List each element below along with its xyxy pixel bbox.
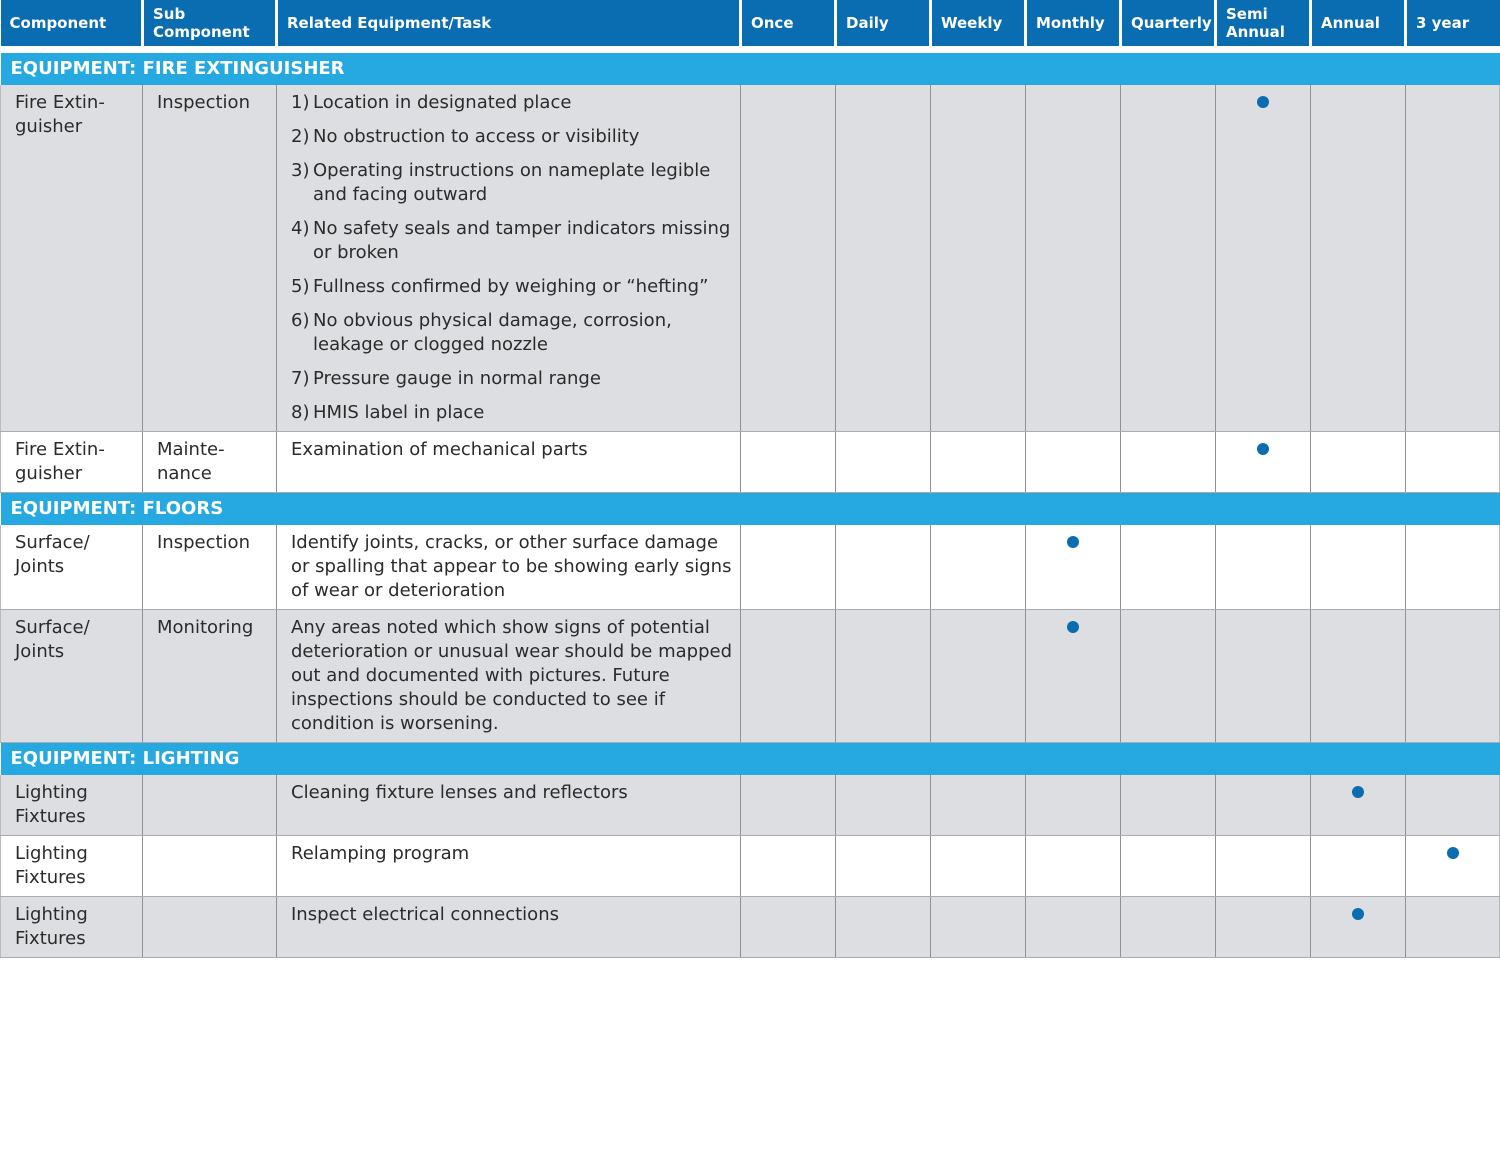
frequency-cell <box>931 775 1026 836</box>
section-title: EQUIPMENT: LIGHTING <box>1 743 1500 776</box>
component-cell: Lighting Fixtures <box>1 836 143 897</box>
frequency-cell <box>1406 610 1500 743</box>
task-cell <box>277 525 741 610</box>
frequency-cell <box>1216 525 1311 610</box>
task-text: Identify joints, cracks, or other surface damage or spalling that appear to be showing early signs of wear or deterioration <box>291 532 732 601</box>
frequency-dot-icon <box>1257 96 1269 108</box>
table-row <box>1 610 1500 743</box>
table-body <box>1 50 1500 958</box>
header-semi-annual: Semi Annual <box>1216 0 1311 50</box>
sub-component-cell: Inspection <box>143 85 277 432</box>
task-number: 6) <box>291 310 310 331</box>
task-text: Inspect electrical connections <box>291 904 559 925</box>
task-number: 7) <box>291 368 310 389</box>
component-cell: Lighting Fixtures <box>1 897 143 958</box>
task-text: Cleaning fixture lenses and reflectors <box>291 782 628 803</box>
task-text: Any areas noted which show signs of potential deterioration or unusual wear should be mapped out and documented with pictures. Future inspections should be conducted to see if condition is worsening. <box>291 617 733 734</box>
header-annual: Annual <box>1311 0 1406 50</box>
section-header-row <box>1 493 1500 526</box>
task-number: 4) <box>291 218 310 239</box>
frequency-cell <box>836 525 931 610</box>
frequency-cell <box>1311 432 1406 493</box>
frequency-cell <box>931 610 1026 743</box>
task-cell <box>277 775 741 836</box>
frequency-cell <box>836 432 931 493</box>
component-cell: Surface/ Joints <box>1 525 143 610</box>
frequency-cell <box>741 85 836 432</box>
task-cell <box>277 897 741 958</box>
task-text: Relamping program <box>291 843 470 864</box>
task-item <box>291 367 734 391</box>
frequency-cell <box>1121 775 1216 836</box>
frequency-cell <box>1026 836 1121 897</box>
frequency-cell <box>1216 836 1311 897</box>
component-cell: Fire Extin-guisher <box>1 85 143 432</box>
task-number: 8) <box>291 402 310 423</box>
header-once: Once <box>741 0 836 50</box>
frequency-cell <box>836 610 931 743</box>
task-text: Fullness confirmed by weighing or “hefting” <box>313 276 709 297</box>
task-text: No safety seals and tamper indicators missing or broken <box>313 218 731 263</box>
frequency-cell <box>931 836 1026 897</box>
frequency-cell <box>1406 836 1500 897</box>
table-row <box>1 85 1500 432</box>
frequency-cell <box>741 610 836 743</box>
section-title: EQUIPMENT: FLOORS <box>1 493 1500 526</box>
task-text: Examination of mechanical parts <box>291 439 588 460</box>
table-header <box>1 0 1500 50</box>
task-list <box>291 91 734 425</box>
frequency-dot-icon <box>1352 908 1364 920</box>
frequency-cell <box>1216 610 1311 743</box>
header-weekly: Weekly <box>931 0 1026 50</box>
frequency-cell <box>931 525 1026 610</box>
sub-component-cell <box>143 897 277 958</box>
frequency-cell <box>836 85 931 432</box>
frequency-cell <box>1121 897 1216 958</box>
table-row <box>1 836 1500 897</box>
frequency-cell <box>1121 432 1216 493</box>
frequency-cell <box>1406 775 1500 836</box>
frequency-cell <box>1216 775 1311 836</box>
frequency-cell <box>1311 525 1406 610</box>
header-sub-component: Sub Component <box>143 0 277 50</box>
frequency-cell <box>1406 525 1500 610</box>
task-cell <box>277 836 741 897</box>
section-header-row <box>1 50 1500 86</box>
task-number: 3) <box>291 160 310 181</box>
frequency-cell <box>1121 85 1216 432</box>
frequency-cell <box>1216 85 1311 432</box>
frequency-cell <box>1311 897 1406 958</box>
task-item <box>291 91 734 115</box>
component-cell: Surface/ Joints <box>1 610 143 743</box>
table-row <box>1 897 1500 958</box>
frequency-cell <box>836 775 931 836</box>
frequency-cell <box>741 775 836 836</box>
frequency-cell <box>1311 836 1406 897</box>
sub-component-cell <box>143 775 277 836</box>
frequency-cell <box>931 432 1026 493</box>
task-text: Pressure gauge in normal range <box>313 368 601 389</box>
frequency-cell <box>1121 610 1216 743</box>
task-item <box>291 217 734 265</box>
frequency-dot-icon <box>1257 443 1269 455</box>
frequency-cell <box>1406 85 1500 432</box>
task-item <box>291 275 734 299</box>
table-row <box>1 775 1500 836</box>
frequency-cell <box>1311 85 1406 432</box>
frequency-cell <box>1216 897 1311 958</box>
task-item <box>291 125 734 149</box>
table-row <box>1 525 1500 610</box>
frequency-dot-icon <box>1067 536 1079 548</box>
header-monthly: Monthly <box>1026 0 1121 50</box>
frequency-cell <box>741 432 836 493</box>
header-3-year: 3 year <box>1406 0 1500 50</box>
task-text: No obstruction to access or visibility <box>313 126 640 147</box>
frequency-cell <box>1121 525 1216 610</box>
sub-component-cell: Monitoring <box>143 610 277 743</box>
task-item <box>291 159 734 207</box>
task-cell <box>277 85 741 432</box>
task-text: HMIS label in place <box>313 402 485 423</box>
header-task: Related Equipment/Task <box>277 0 741 50</box>
frequency-cell <box>1216 432 1311 493</box>
frequency-cell <box>1406 897 1500 958</box>
component-cell: Fire Extin-guisher <box>1 432 143 493</box>
frequency-cell <box>1026 85 1121 432</box>
sub-component-cell: Mainte-nance <box>143 432 277 493</box>
task-number: 5) <box>291 276 310 297</box>
frequency-cell <box>741 836 836 897</box>
header-quarterly: Quarterly <box>1121 0 1216 50</box>
header-component: Component <box>1 0 143 50</box>
section-title: EQUIPMENT: FIRE EXTINGUISHER <box>1 50 1500 86</box>
task-text: Location in designated place <box>313 92 572 113</box>
component-cell: Lighting Fixtures <box>1 775 143 836</box>
frequency-cell <box>836 836 931 897</box>
frequency-cell <box>1026 525 1121 610</box>
frequency-cell <box>1026 432 1121 493</box>
frequency-dot-icon <box>1447 847 1459 859</box>
header-daily: Daily <box>836 0 931 50</box>
frequency-cell <box>1406 432 1500 493</box>
task-number: 1) <box>291 92 310 113</box>
frequency-cell <box>836 897 931 958</box>
task-text: Operating instructions on nameplate legible and facing outward <box>313 160 711 205</box>
frequency-cell <box>741 525 836 610</box>
task-item <box>291 309 734 357</box>
table-row <box>1 432 1500 493</box>
frequency-cell <box>741 897 836 958</box>
task-text: No obvious physical damage, corrosion, leakage or clogged nozzle <box>313 310 672 355</box>
task-cell <box>277 610 741 743</box>
task-number: 2) <box>291 126 310 147</box>
sub-component-cell <box>143 836 277 897</box>
frequency-dot-icon <box>1352 786 1364 798</box>
task-cell <box>277 432 741 493</box>
section-header-row <box>1 743 1500 776</box>
frequency-cell <box>1026 610 1121 743</box>
task-item <box>291 401 734 425</box>
frequency-cell <box>1026 775 1121 836</box>
frequency-cell <box>931 897 1026 958</box>
frequency-cell <box>1311 610 1406 743</box>
frequency-cell <box>1311 775 1406 836</box>
frequency-dot-icon <box>1067 621 1079 633</box>
frequency-cell <box>931 85 1026 432</box>
sub-component-cell: Inspection <box>143 525 277 610</box>
frequency-cell <box>1121 836 1216 897</box>
frequency-cell <box>1026 897 1121 958</box>
